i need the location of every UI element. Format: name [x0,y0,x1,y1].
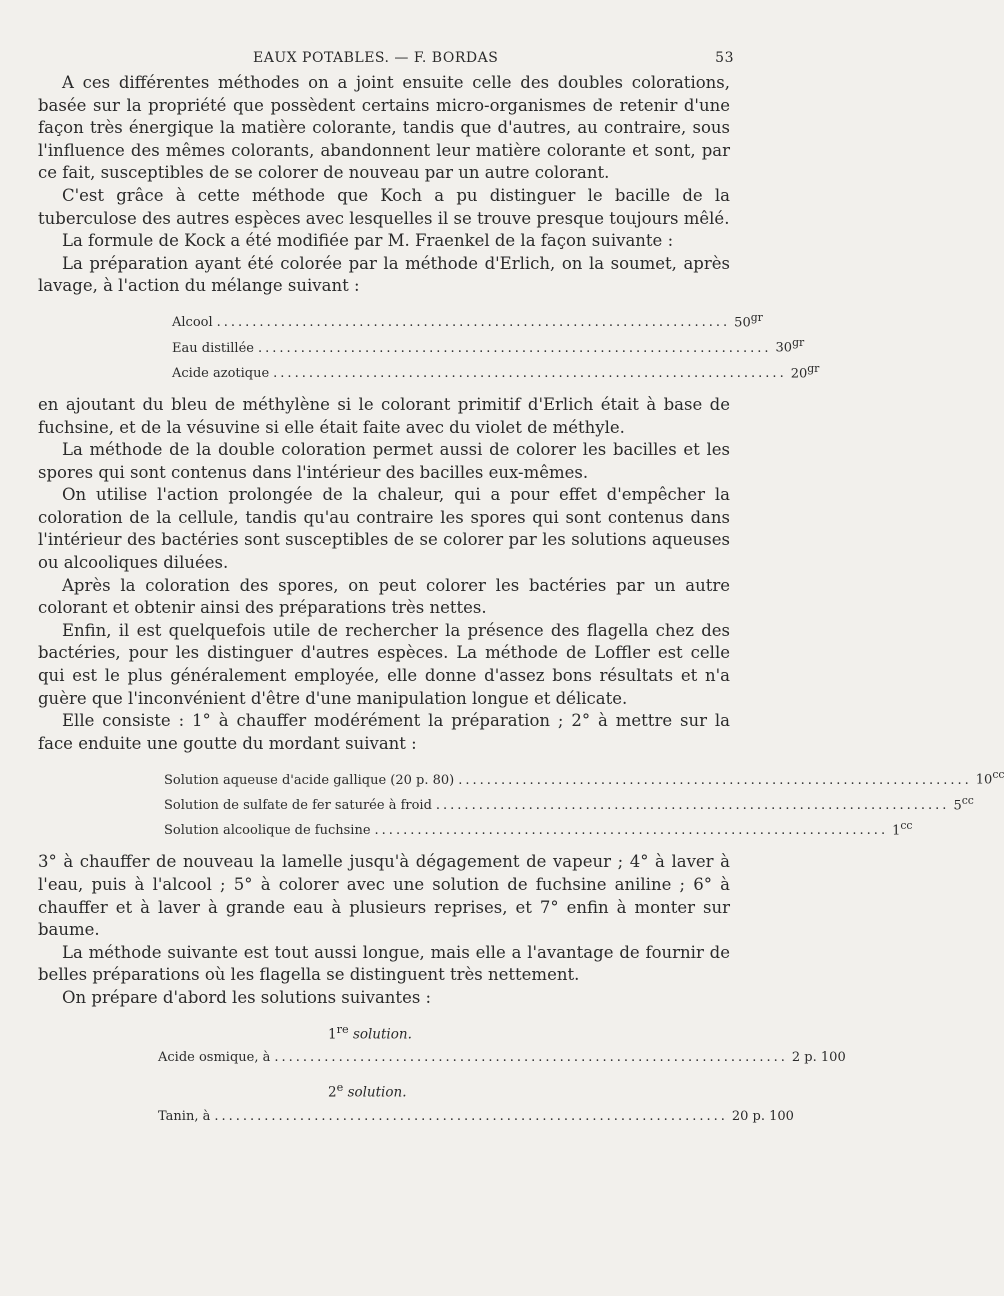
page [38,48,1004,1137]
recipe-row: Solution alcoolique de fuchsine ........................................................................ $1^{cc}$ [164,816,584,841]
solution-1-block [158,1020,846,1069]
solution-heading: 1re solution. [328,1022,412,1043]
paragraph: A ces différentes méthodes on a joint ensuite celle des doubles colorations, basée sur la propriété que possèdent certains micro-organismes de retenir d'une façon très énergique la matière colorante, tandis que d'autres, au contraire, sous l'influence des mêmes colorants, abandonnent leur matière colorante et sont, par ce fait, susceptibles de se colorer de nouveau par un autre colorant. [38,73,730,183]
paragraph: La préparation ayant été colorée par la méthode d'Erlich, on la soumet, après lavage, à l'action du mélange suivant : [38,253,730,296]
ingredient-label: Alcool [172,315,213,331]
ingredient-label: Solution de sulfate de fer saturée à froid [164,798,432,814]
recipe-row: Solution de sulfate de fer saturée à froid ........................................................................ $5^{cc}$ [164,791,584,816]
paragraph: La formule de Kock a été modifiée par M. Fraenkel de la façon suivante : [62,231,674,251]
paragraph: Après la coloration des spores, on peut colorer les bactéries par un autre colorant et obtenir ainsi des préparations très nettes. [38,575,730,618]
recipe-mixture-1 [172,308,820,384]
solution-2-block [158,1078,794,1127]
header-title: EAUX POTABLES. — F. BORDAS [253,50,499,66]
recipe-row: Acide azotique ........................................................................ $20^{gr}$ [172,359,558,384]
ingredient-label: Tanin, à [158,1108,211,1124]
page-number: 53 [715,50,734,66]
paragraph: 3° à chauffer de nouveau la lamelle jusqu'à dégagement de vapeur ; 4° à laver à l'eau, puis à l'alcool ; 5° à colorer avec une solution de fuchsine aniline ; 6° à chauffer et à laver à grande eau à plusieurs reprises, et 7° enfin à monter sur baume. [38,852,730,940]
ingredient-amount: $1^{cc}$ [892,819,913,839]
paragraph: La méthode suivante est tout aussi longue, mais elle a l'avantage de fournir de belles préparations où les flagella se distinguent très nettement. [38,942,730,985]
ingredient-label: Acide osmique, à [158,1050,271,1066]
ingredient-amount: $50^{gr}$ [734,310,763,331]
paragraph: en ajoutant du bleu de méthylène si le colorant primitif d'Erlich était à base de fuchsine, et de la vésuvine si elle était faite avec du violet de méthyle. [38,394,730,437]
paragraph: Enfin, il est quelquefois utile de rechercher la présence des flagella chez des bactéries, pour les distinguer d'autres espèces. La méthode de Loffler est celle qui est le plus généralement employée, elle donne d'assez bons résultats et n'a guère que l'inconvénient d'être d'une manipulation longue et délicate. [38,620,730,708]
ingredient-amount: $30^{gr}$ [775,336,805,356]
paragraph: La méthode de la double coloration permet aussi de colorer les bacilles et les spores qui sont contenus dans l'intérieur des bacilles eux-mêmes. [38,440,730,482]
ingredient-label: Eau distillée [172,340,254,356]
recipe-row: Alcool ........................................................................ $50^{gr}$ [172,308,558,333]
ingredient-label: Solution aqueuse d'acide gallique (20 p. 80) [164,772,455,788]
recipe-mordant [164,765,1004,841]
paragraph: C'est grâce à cette méthode que Koch a pu distinguer le bacille de la tuberculose des autres espèces avec lesquelles il se trouve presque toujours mêlé. [38,185,730,228]
recipe-row: Acide osmique, à ........................................................................ 2 p. 100 [158,1048,592,1068]
running-header [38,48,734,72]
recipe-row: Tanin, à ........................................................................ 20 p. 100 [158,1107,592,1127]
ingredient-amount: 20 p. 100 [731,1108,794,1124]
ingredient-label: Solution alcoolique de fuchsine [164,823,371,839]
ingredient-amount: $20^{gr}$ [790,361,820,381]
solution-heading: 2e solution. [328,1081,407,1101]
ingredient-amount: $5^{cc}$ [953,793,974,814]
paragraph: On prépare d'abord les solutions suivantes : [62,987,432,1007]
ingredient-label: Acide azotique [172,365,270,381]
ingredient-amount: $10^{cc}$ [975,768,1004,788]
recipe-row: Eau distillée ........................................................................ $30^{gr}$ [172,333,558,358]
paragraph: Elle consiste : 1° à chauffer modérément la préparation ; 2° à mettre sur la face enduite une goutte du mordant suivant : [38,711,730,753]
recipe-row: Solution aqueuse d'acide gallique (20 p. 80) ........................................................................ $10^{cc}$ [164,765,584,790]
paragraph: On utilise l'action prolongée de la chaleur, qui a pour effet d'empêcher la coloration de la cellule, tandis qu'au contraire les spores qui sont contenus dans l'intérieur des bactéries sont susceptibles de se colorer par les solutions aqueuses ou alcooliques diluées. [38,485,730,573]
ingredient-amount: 2 p. 100 [791,1050,846,1066]
